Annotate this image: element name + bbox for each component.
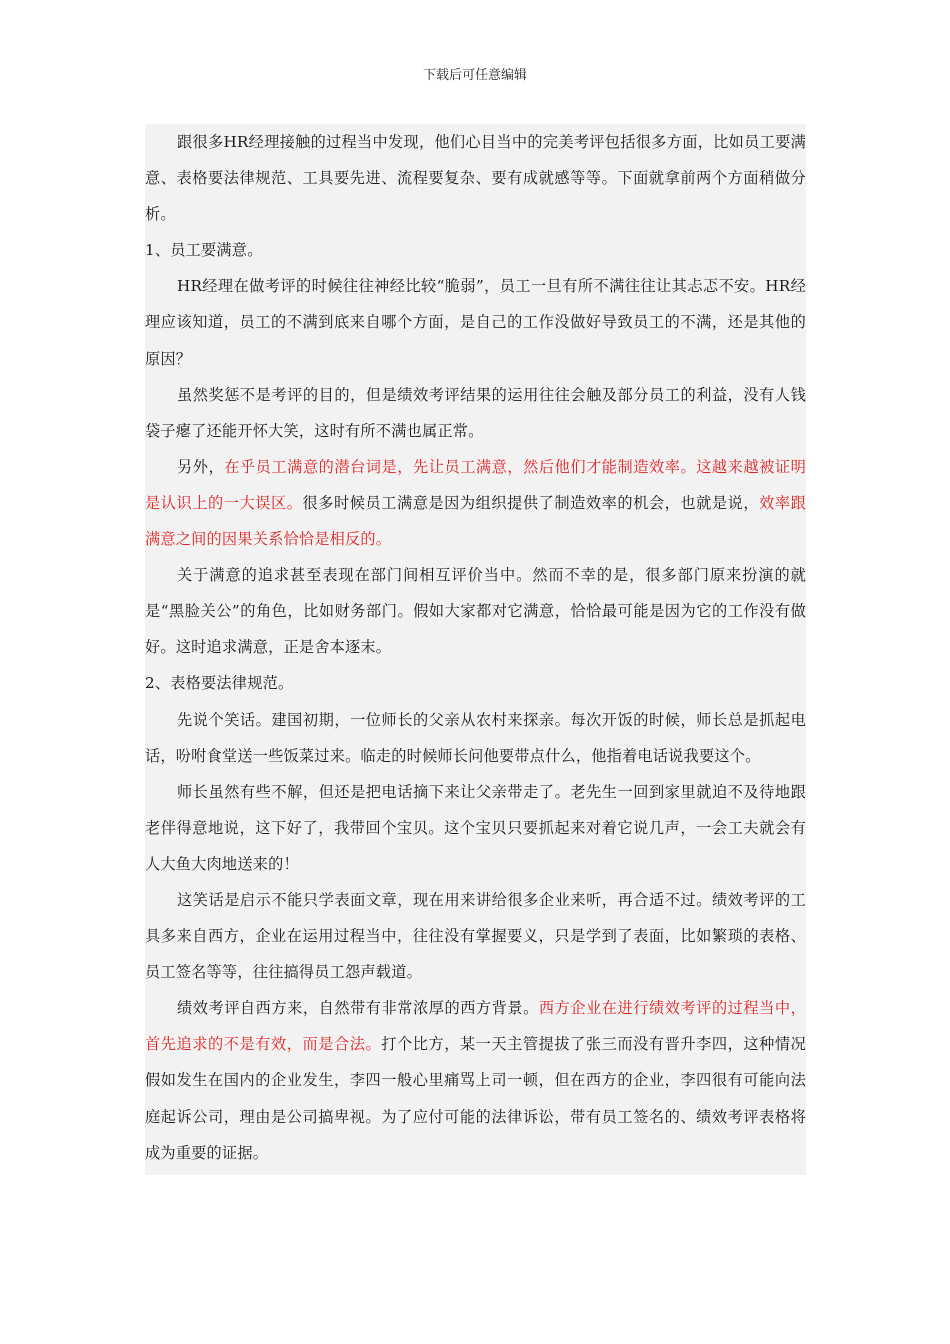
paragraph-text: 另外， xyxy=(177,457,225,476)
paragraph-text: HR经理在做考评的时候往往神经比较“脆弱”，员工一旦有所不满往往让其忐忑不安。HR经理应该知道，员工的不满到底来自哪个方面，是自己的工作没做好导致员工的不满，还是其他的原因？ xyxy=(145,277,806,368)
paragraph xyxy=(145,557,806,665)
paragraph-text: 打个比方，某一天主管提拔了张三而没有晋升李四，这种情况假如发生在国内的企业发生，李四一般心里痛骂上司一顿，但在西方的企业，李四很有可能向法庭起诉公司，理由是公司搞卑视。为了应付可能的法律诉讼，带有员工签名的、绩效考评表格将成为重要的证据。 xyxy=(145,1035,806,1162)
paragraph-text: 1、员工要满意。 xyxy=(145,241,263,260)
paragraph xyxy=(145,449,806,557)
highlighted-text: 西方企业在进行绩效考评的过程当中，首先追求的不是有效，而是合法。 xyxy=(145,999,806,1054)
page-header: 下载后可任意编辑 xyxy=(422,68,527,83)
paragraph xyxy=(145,124,806,232)
paragraph xyxy=(145,377,806,449)
paragraph-text: 很多时候员工满意是因为组织提供了制造效率的机会，也就是说， xyxy=(302,493,760,512)
paragraph-text: 绩效考评自西方来，自然带有非常浓厚的西方背景。 xyxy=(177,999,539,1018)
paragraph-text: 先说个笑话。建国初期，一位师长的父亲从农村来探亲。每次开饭的时候，师长总是抓起电话，吩咐食堂送一些饭菜过来。临走的时候师长问他要带点什么，他指着电话说我要这个。 xyxy=(145,710,806,765)
paragraph xyxy=(145,990,806,1170)
paragraph-text: 这笑话是启示不能只学表面文章，现在用来讲给很多企业来听，再合适不过。绩效考评的工具多来自西方，企业在运用过程当中，往往没有掌握要义，只是学到了表面，比如繁琐的表格、员工签名等等，往往搞得员工怨声载道。 xyxy=(145,890,806,982)
paragraph xyxy=(145,232,806,268)
paragraph-text: 跟很多HR经理接触的过程当中发现，他们心目当中的完美考评包括很多方面，比如员工要满意、表格要法律规范、工具要先进、流程要复杂、要有成就感等等。下面就拿前两个方面稍做分析。 xyxy=(145,133,806,224)
paragraph xyxy=(145,774,806,882)
paragraph-text: 关于满意的追求甚至表现在部门间相互评价当中。然而不幸的是，很多部门原来扮演的就是“黑脸关公”的角色，比如财务部门。假如大家都对它满意，恰恰最可能是因为它的工作没有做好。这时追求满意，正是舍本逐末。 xyxy=(145,566,806,657)
highlighted-text: 在乎员工满意的潜台词是，先让员工满意，然后他们才能制造效率。这越来越被证明是认识上的一大误区。 xyxy=(145,457,806,512)
paragraph-text: 虽然奖惩不是考评的目的，但是绩效考评结果的运用往往会触及部分员工的利益，没有人钱袋子瘪了还能开怀大笑，这时有所不满也属正常。 xyxy=(145,385,806,440)
paragraph xyxy=(145,882,806,990)
paragraph xyxy=(145,268,806,376)
article-body xyxy=(145,124,806,1175)
paragraph xyxy=(145,702,806,774)
highlighted-text: 效率跟满意之间的因果关系恰恰是相反的。 xyxy=(145,493,806,549)
paragraph-text: 师长虽然有些不解，但还是把电话摘下来让父亲带走了。老先生一回到家里就迫不及待地跟老伴得意地说，这下好了，我带回个宝贝。这个宝贝只要抓起来对着它说几声，一会工夫就会有人大鱼大肉地送来的！ xyxy=(145,782,806,873)
paragraph xyxy=(145,665,806,701)
paragraph-text: 2、表格要法律规范。 xyxy=(145,674,294,693)
